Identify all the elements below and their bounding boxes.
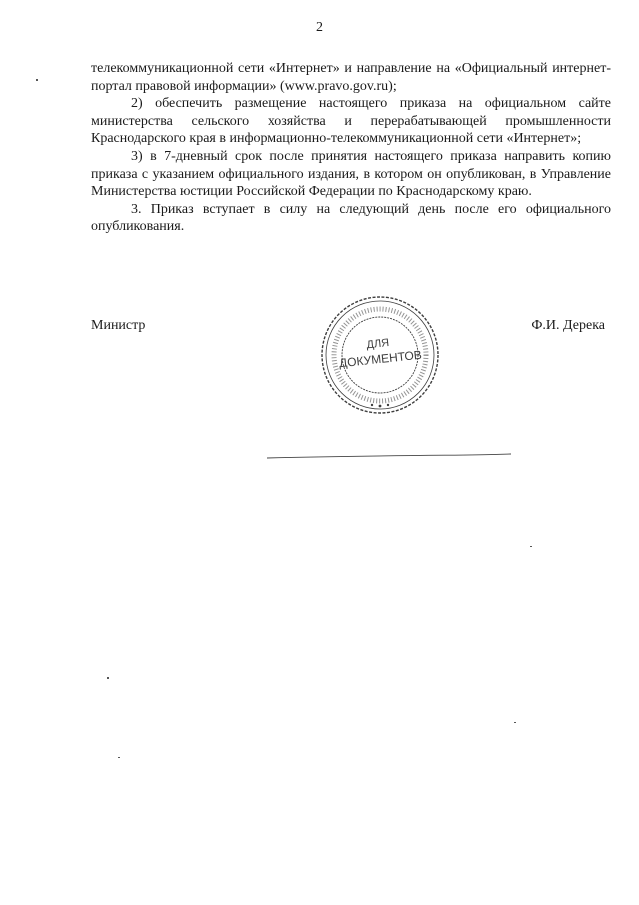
paragraph-continuation: телекоммуникационной сети «Интернет» и направление на «Официальный интернет-портал правовой информации» (www.pravo.gov.ru); bbox=[91, 61, 611, 94]
paragraph-item-2: 2) обеспечить размещение настоящего приказа на официальном сайте министерства сельского хозяйства и перерабатывающей промышленности Краснодарского края в информационно-телекоммуникационной сети «Интернет»; bbox=[91, 96, 611, 147]
document-body bbox=[91, 60, 611, 236]
official-seal bbox=[318, 293, 442, 417]
handwritten-separator-line bbox=[265, 452, 513, 460]
page-number: 2 bbox=[316, 20, 323, 35]
signatory-name: Ф.И. Дерека bbox=[531, 318, 605, 333]
seal-stars bbox=[371, 404, 389, 408]
scan-speck bbox=[514, 722, 516, 723]
scan-speck bbox=[118, 757, 120, 758]
signatory-title: Министр bbox=[91, 318, 146, 333]
seal-text-line2: ДОКУМЕНТОВ bbox=[338, 347, 423, 371]
seal-text-line1: ДЛЯ bbox=[365, 337, 390, 352]
scan-speck bbox=[530, 546, 532, 547]
scan-speck bbox=[36, 79, 38, 81]
paragraph-item-3: 3) в 7-дневный срок после принятия настоящего приказа направить копию приказа с указанием официального издания, в котором он опубликован, в Управление Министерства юстиции Российской Федерации по Краснодарскому краю. bbox=[91, 148, 611, 200]
scan-speck bbox=[107, 677, 109, 679]
paragraph-clause-3: 3. Приказ вступает в силу на следующий день после его официального опубликования. bbox=[91, 201, 611, 235]
